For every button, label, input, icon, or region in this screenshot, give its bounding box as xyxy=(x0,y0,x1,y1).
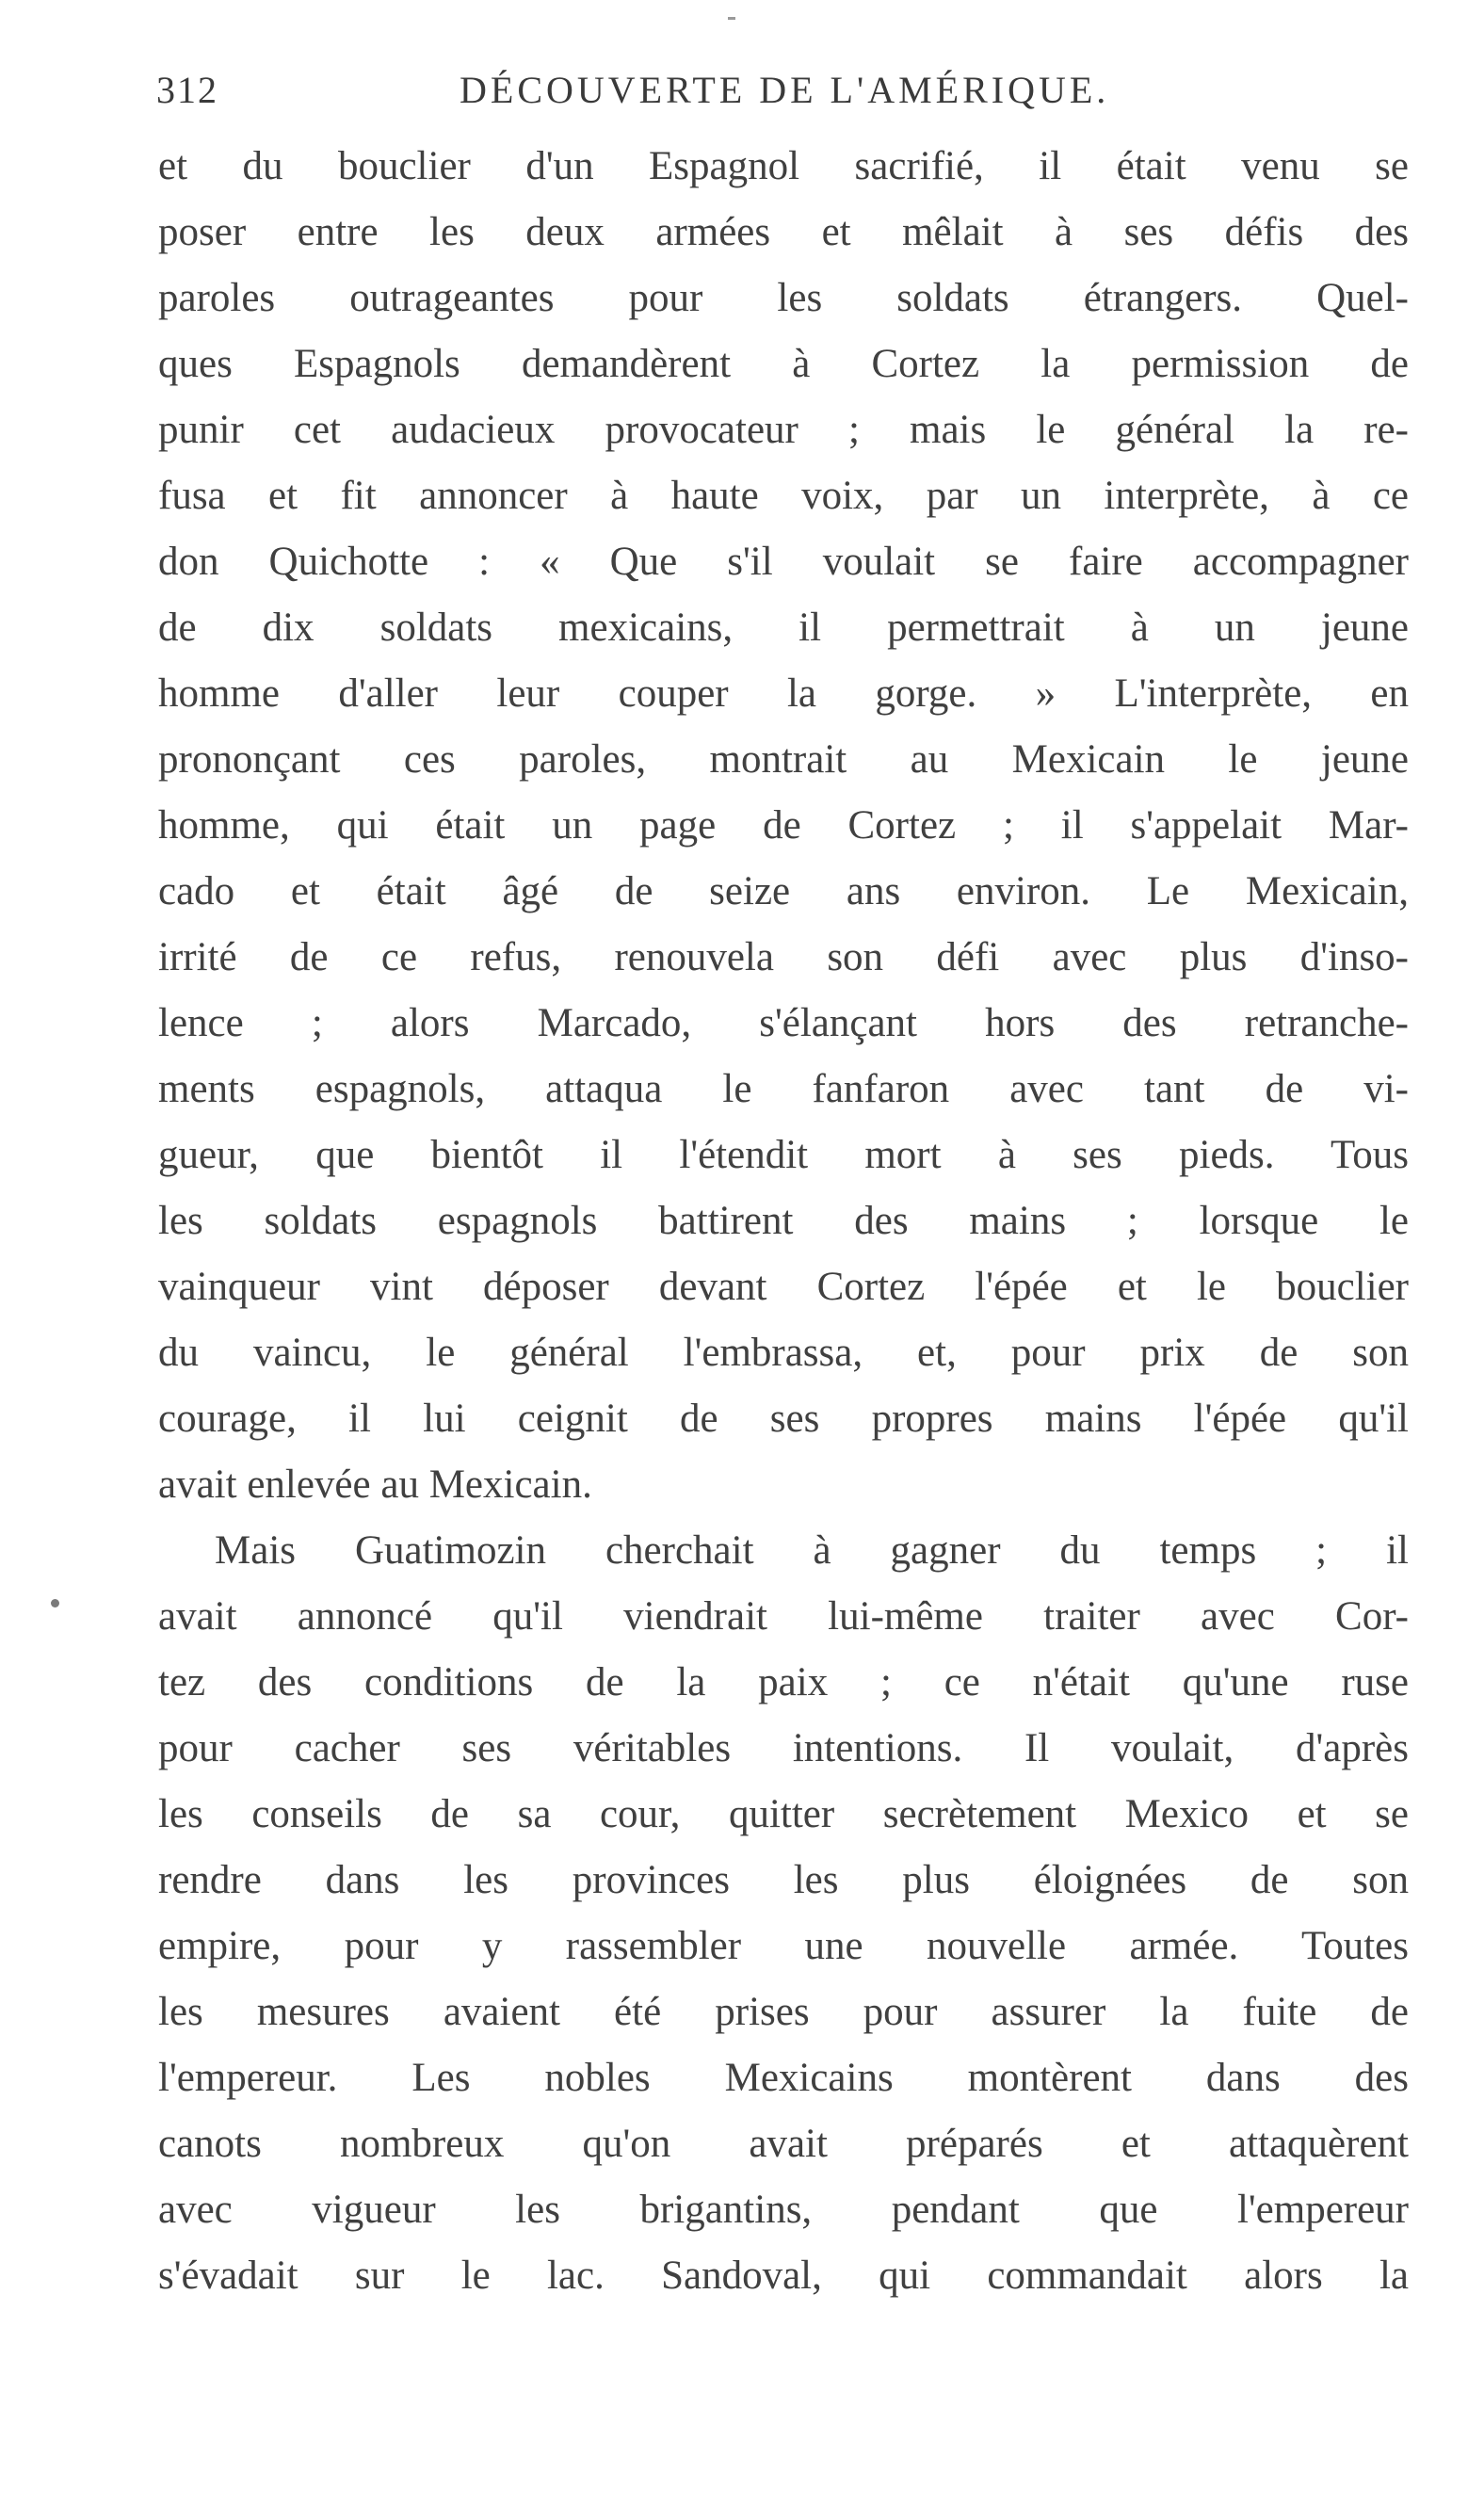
text-line: les mesures avaient été prises pour assurer la fuite de xyxy=(158,1990,1409,2034)
text-line: canots nombreux qu'on avait préparés et attaquèrent xyxy=(158,2122,1409,2166)
text-line: cado et était âgé de seize ans environ. Le Mexicain, xyxy=(158,869,1409,913)
text-line: punir cet audacieux provocateur ; mais le général la re- xyxy=(158,408,1409,452)
body-text xyxy=(158,134,1409,2309)
page-number: 312 xyxy=(156,69,218,111)
text-line: s'évadait sur le lac. Sandoval, qui commandait alors la xyxy=(158,2253,1409,2298)
text-line: lence ; alors Marcado, s'élançant hors des retranche- xyxy=(158,1001,1409,1045)
text-line: les soldats espagnols battirent des mains ; lorsque le xyxy=(158,1199,1409,1243)
text-line: du vaincu, le général l'embrassa, et, pour prix de son xyxy=(158,1331,1409,1375)
margin-dot xyxy=(51,1599,59,1607)
text-line: de dix soldats mexicains, il permettrait à un jeune xyxy=(158,606,1409,650)
text-line: prononçant ces paroles, montrait au Mexicain le jeune xyxy=(158,737,1409,782)
text-line: vainqueur vint déposer devant Cortez l'épée et le bouclier xyxy=(158,1265,1409,1309)
text-line: rendre dans les provinces les plus éloignées de son xyxy=(158,1858,1409,1902)
text-line: irrité de ce refus, renouvela son défi avec plus d'inso- xyxy=(158,935,1409,979)
text-line: avait annoncé qu'il viendrait lui-même traiter avec Cor- xyxy=(158,1594,1409,1639)
text-line: paroles outrageantes pour les soldats étrangers. Quel- xyxy=(158,276,1409,320)
page-header xyxy=(156,68,1399,124)
text-line: pour cacher ses véritables intentions. Il voulait, d'après xyxy=(158,1726,1409,1770)
paragraph-end-line: avait enlevée au Mexicain. xyxy=(158,1462,592,1507)
text-line: empire, pour y rassembler une nouvelle armée. Toutes xyxy=(158,1924,1409,1968)
text-line: et du bouclier d'un Espagnol sacrifié, il était venu se xyxy=(158,144,1409,188)
text-line: homme, qui était un page de Cortez ; il s'appelait Mar- xyxy=(158,803,1409,848)
print-mark xyxy=(728,17,735,20)
text-line: l'empereur. Les nobles Mexicains montèrent dans des xyxy=(158,2056,1409,2100)
text-line: avec vigueur les brigantins, pendant que l'empereur xyxy=(158,2188,1409,2232)
text-line: homme d'aller leur couper la gorge. » L'interprète, en xyxy=(158,671,1409,716)
text-line: ments espagnols, attaqua le fanfaron avec tant de vi- xyxy=(158,1067,1409,1111)
text-line: les conseils de sa cour, quitter secrètement Mexico et se xyxy=(158,1792,1409,1836)
text-line: fusa et fit annoncer à haute voix, par un interprète, à ce xyxy=(158,474,1409,518)
text-line: don Quichotte : « Que s'il voulait se faire accompagner xyxy=(158,540,1409,584)
text-line: gueur, que bientôt il l'étendit mort à ses pieds. Tous xyxy=(158,1133,1409,1177)
text-line: ques Espagnols demandèrent à Cortez la permission de xyxy=(158,342,1409,386)
paragraph-start-line: Mais Guatimozin cherchait à gagner du temps ; il xyxy=(215,1528,1409,1573)
running-title: DÉCOUVERTE DE L'AMÉRIQUE. xyxy=(460,69,1110,111)
text-line: tez des conditions de la paix ; ce n'était qu'une ruse xyxy=(158,1660,1409,1704)
text-line: poser entre les deux armées et mêlait à ses défis des xyxy=(158,210,1409,254)
text-line: courage, il lui ceignit de ses propres mains l'épée qu'il xyxy=(158,1397,1409,1441)
